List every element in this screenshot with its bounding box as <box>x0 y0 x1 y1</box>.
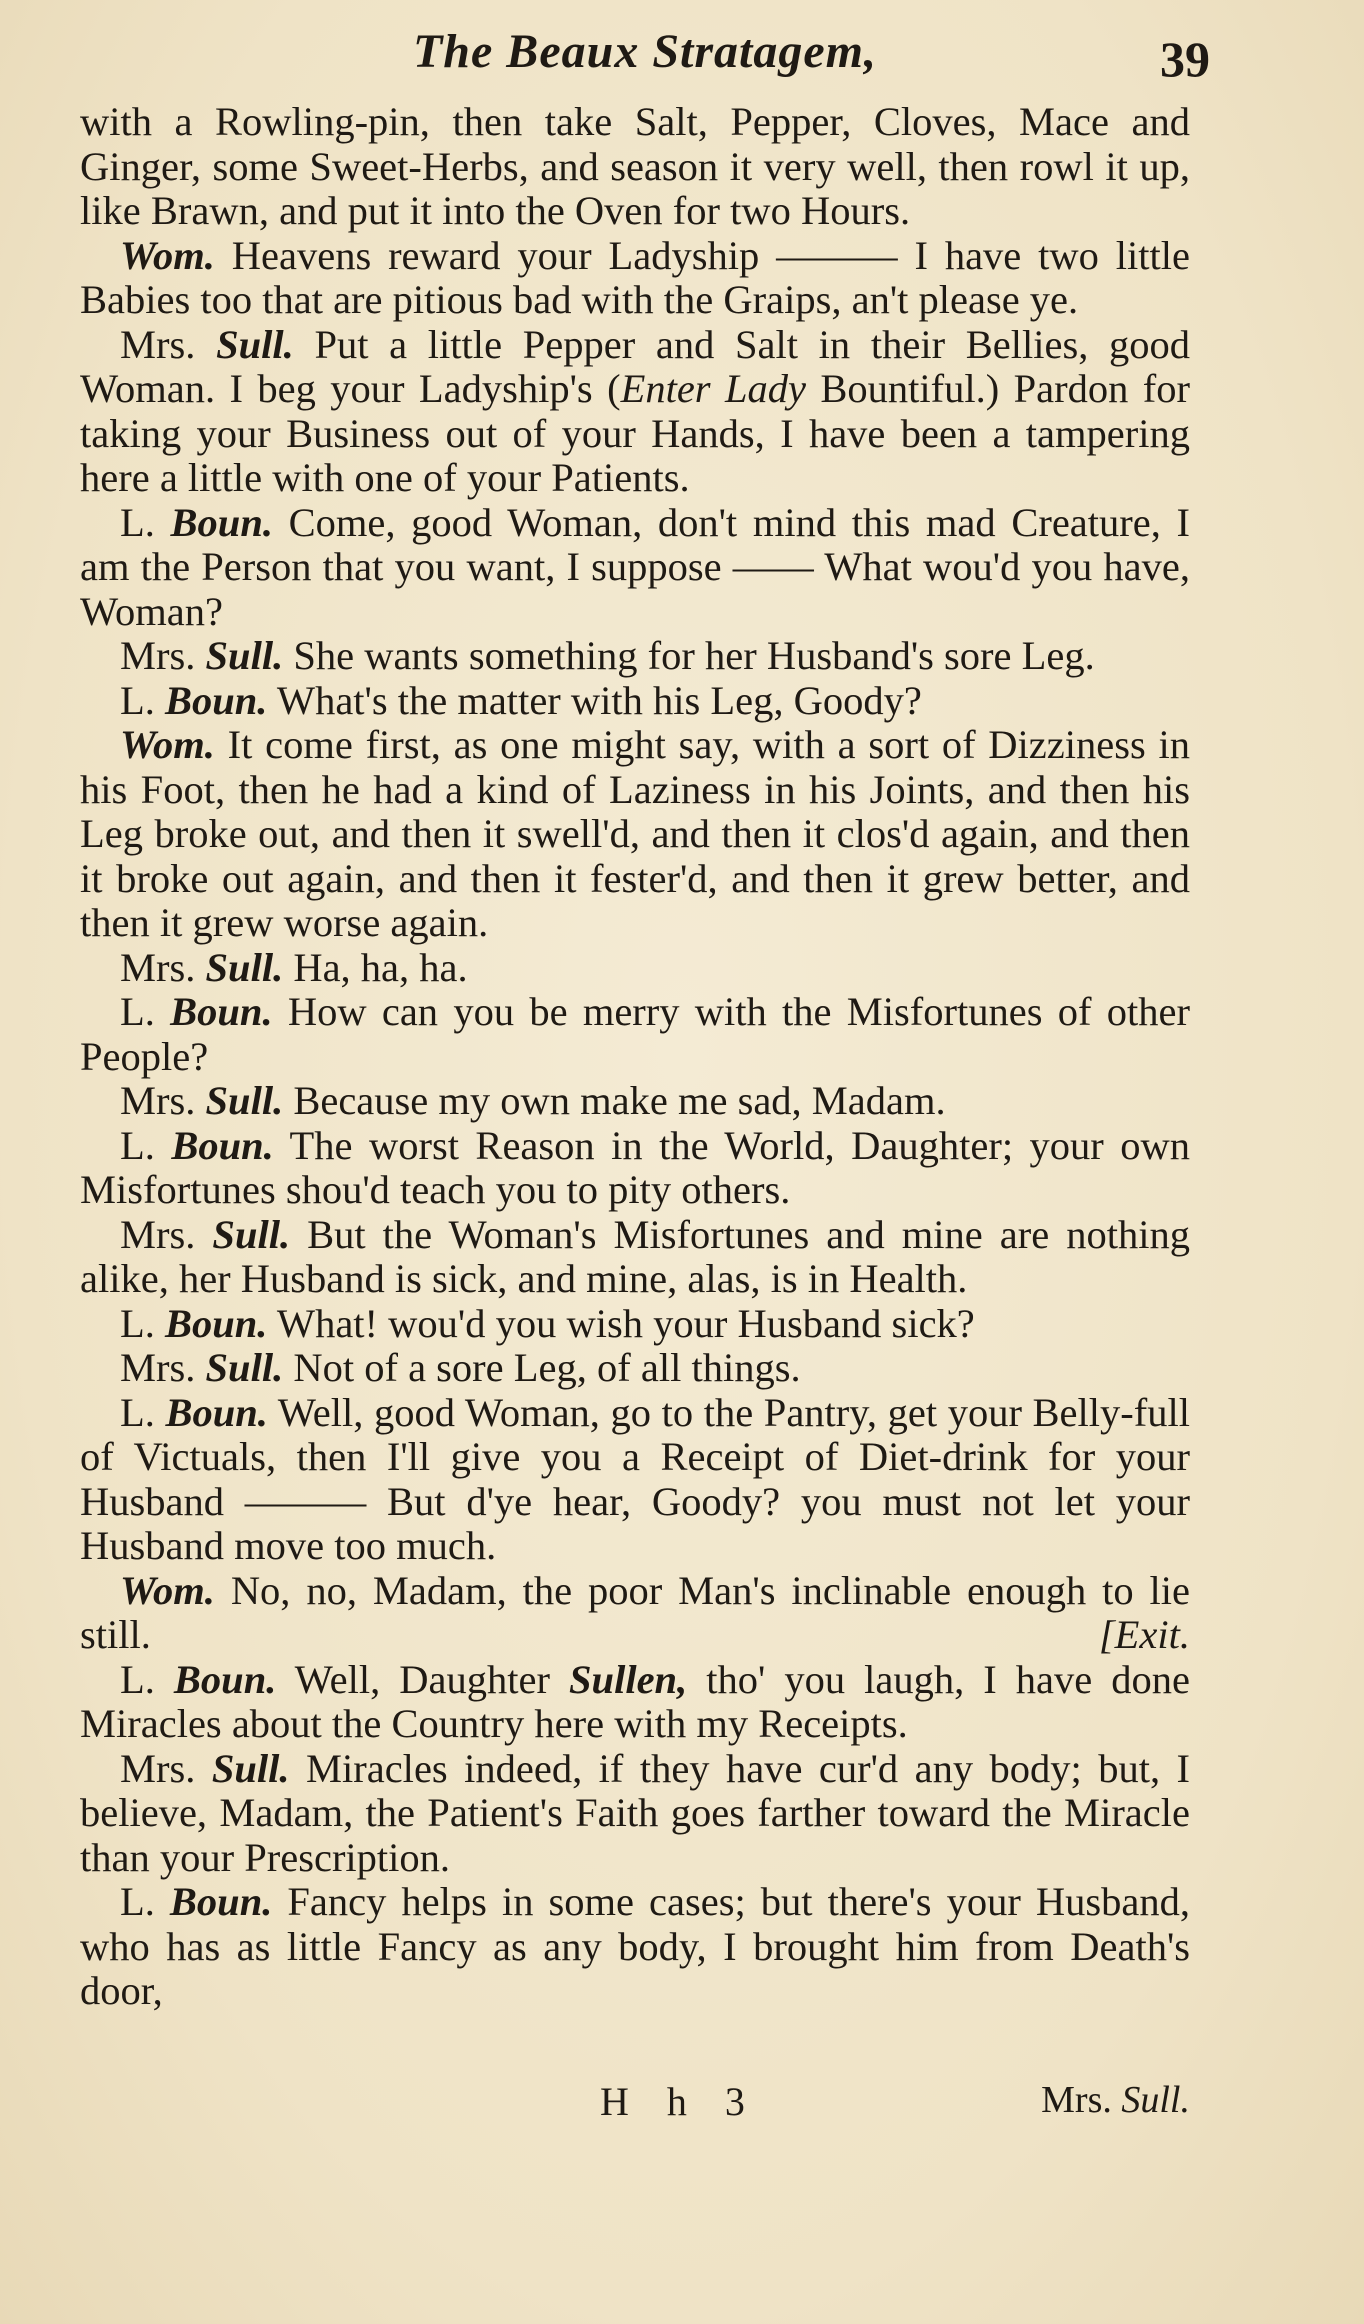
speaker-name: Boun. <box>165 1300 268 1346</box>
paragraph-17 <box>80 1658 1190 1747</box>
paragraph-text: with a Rowling-pin, then take Salt, Pepper, Cloves, Mace and Ginger, some Sweet-Herbs, and season it very well, then rowl it up, like Brawn, and put it into the Oven for two Hours. <box>80 99 1190 233</box>
body-text <box>80 100 1190 2014</box>
speaker-name: Sull. <box>216 321 294 367</box>
speech-text: No, no, Madam, the poor Man's inclinable enough to lie still. <box>80 1567 1191 1657</box>
speech-text: How can you be merry with the Misfortunes of other People? <box>80 989 1191 1079</box>
paragraph-1 <box>80 100 1190 234</box>
speaker-prefix: L. <box>120 989 155 1034</box>
speaker-prefix: Mrs. <box>120 633 196 678</box>
paragraph-16 <box>80 1569 1190 1658</box>
speaker-name: Boun. <box>170 989 273 1034</box>
speech-text: Bountiful.) Pardon for taking your Business out of your Hands, I have been a tampering here a little with one of your Patients. <box>80 366 1191 500</box>
speech-text: Because my own make me sad, Madam. <box>293 1078 946 1123</box>
paragraph-7 <box>80 723 1190 946</box>
catchword-speaker: Sull. <box>1121 2079 1190 2121</box>
running-title: The Beaux Stratagem, <box>412 25 878 78</box>
speaker-prefix: L. <box>120 1122 155 1168</box>
page-footer <box>80 2078 1190 2138</box>
paragraph-5 <box>80 634 1190 679</box>
speech-text: What's the matter with his Leg, Goody? <box>276 677 922 723</box>
paragraph-3 <box>80 323 1190 501</box>
speech-text: But the Woman's Misfortunes and mine are nothing alike, her Husband is sick, and mine, alas, is in Health. <box>80 1211 1191 1301</box>
exit-direction: [Exit. <box>1098 1612 1190 1657</box>
speaker-name: Boun. <box>169 1879 273 1924</box>
paragraph-15 <box>80 1391 1190 1569</box>
catchword <box>1041 2078 1190 2122</box>
speaker-name: Boun. <box>170 499 273 545</box>
speaker-prefix: L. <box>120 1300 155 1346</box>
paragraph-6 <box>80 679 1190 724</box>
speaker-name: Boun. <box>173 1656 277 1702</box>
signature-mark: H h 3 <box>600 2079 759 2124</box>
speaker-name: Sull. <box>212 1211 291 1257</box>
speaker-name: Sull. <box>205 1078 284 1123</box>
paragraph-2 <box>80 234 1190 323</box>
speech-text: Come, good Woman, don't mind this mad Creature, I am the Person that you want, I suppose —— What wou'd you have, Woman? <box>80 499 1191 634</box>
speech-text: Not of a sore Leg, of all things. <box>293 1345 801 1390</box>
speaker-name: Sull. <box>205 633 284 678</box>
speech-text: Miracles indeed, if they have cur'd any body; but, I believe, Madam, the Patient's Faith goes farther toward the Miracle than your Prescription. <box>80 1745 1191 1880</box>
speaker-prefix: Mrs. <box>120 1078 196 1123</box>
paragraph-14 <box>80 1346 1190 1391</box>
paragraph-9 <box>80 990 1190 1079</box>
paragraph-13 <box>80 1302 1190 1347</box>
speaker-prefix: L. <box>120 1389 155 1435</box>
speaker-name: Sull. <box>211 1745 290 1791</box>
catchword-prefix: Mrs. <box>1041 2079 1112 2121</box>
speaker-prefix: Mrs. <box>120 1745 196 1791</box>
paragraph-4 <box>80 501 1190 635</box>
paragraph-12 <box>80 1213 1190 1302</box>
speaker-prefix: Mrs. <box>120 944 196 990</box>
speaker-prefix: Mrs. <box>120 321 196 367</box>
speech-text: Well, good Woman, go to the Pantry, get your Belly-full of Victuals, then I'll give you a Receipt of Diet-drink for your Husband ——— But d'ye hear, Goody? you must not let your Husband move too much. <box>80 1389 1191 1568</box>
speaker-prefix: L. <box>120 499 155 545</box>
speech-text: Heavens reward your Ladyship ——— I have two little Babies too that are pitious bad with the Graips, an't please ye. <box>80 232 1191 322</box>
speaker-name: Sull. <box>205 1345 284 1390</box>
speech-text: She wants something for her Husband's sore Leg. <box>293 633 1095 678</box>
paragraph-11 <box>80 1124 1190 1213</box>
speaker-name: Sull. <box>205 944 284 990</box>
character-name: Sullen, <box>569 1656 688 1702</box>
speaker-prefix: L. <box>120 677 155 723</box>
speech-text: What! wou'd you wish your Husband sick? <box>276 1300 975 1346</box>
speech-text: Fancy helps in some cases; but there's your Husband, who has as little Fancy as any body, I brought him from Death's door, <box>80 1879 1190 2013</box>
speaker-name: Wom. <box>120 232 215 278</box>
speaker-prefix: L. <box>120 1656 155 1702</box>
paragraph-18 <box>80 1747 1190 1881</box>
speaker-prefix: Mrs. <box>120 1345 196 1390</box>
page-header <box>80 24 1210 94</box>
paragraph-10 <box>80 1079 1190 1124</box>
stage-direction: Enter Lady <box>620 366 806 411</box>
page-number: 39 <box>1160 31 1210 87</box>
speech-text: Put a little Pepper and Salt in their Bellies, good Woman. I beg your Ladyship's ( <box>80 321 1191 411</box>
speech-text: Ha, ha, ha. <box>293 944 468 990</box>
paragraph-19 <box>80 1880 1190 2014</box>
speaker-prefix: L. <box>120 1879 155 1924</box>
speaker-name: Boun. <box>165 1389 268 1435</box>
speech-text: tho' you laugh, I have done Miracles about the Country here with my Receipts. <box>80 1656 1191 1746</box>
speaker-name: Boun. <box>171 1122 274 1168</box>
speaker-name: Wom. <box>120 1567 215 1613</box>
paragraph-8 <box>80 946 1190 991</box>
speaker-name: Wom. <box>120 722 215 767</box>
speech-text: It come first, as one might say, with a sort of Dizziness in his Foot, then he had a kind of Laziness in his Joints, and then his Leg broke out, and then it swell'd, and then it clos'd again, and then it broke out again, and then it fester'd, and then it grew better, and then it grew worse again. <box>80 722 1190 945</box>
speaker-name: Boun. <box>165 677 268 723</box>
speech-text: The worst Reason in the World, Daughter; your own Misfortunes shou'd teach you to pity others. <box>80 1122 1190 1212</box>
speaker-prefix: Mrs. <box>120 1211 196 1257</box>
speech-text: Well, Daughter <box>294 1656 550 1702</box>
